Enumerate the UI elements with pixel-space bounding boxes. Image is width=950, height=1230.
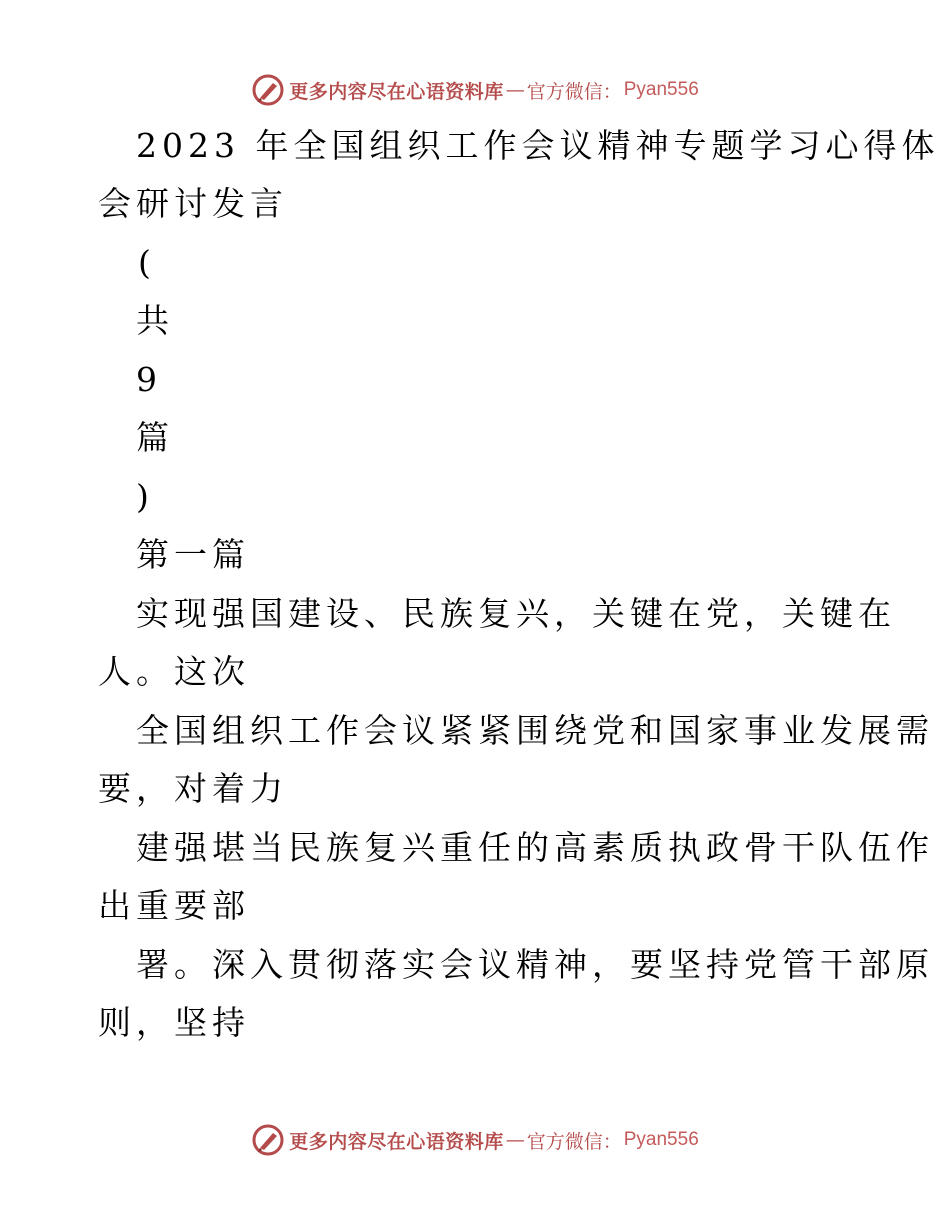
para2-line-2: 要，对着力 (98, 769, 288, 808)
watermark-dash: — (505, 1129, 525, 1151)
watermark-text: 更多内容尽在心语资料库 (289, 1130, 504, 1153)
title-line-2: 会研讨发言 (98, 184, 288, 223)
pen-logo-icon (251, 1123, 285, 1157)
watermark-banner-bottom (0, 1120, 950, 1160)
para3-line-1: 建强堪当民族复兴重任的高素质执政骨干队伍作 (136, 828, 934, 867)
watermark-dash: — (505, 79, 525, 101)
para2-line-1: 全国组织工作会议紧紧围绕党和国家事业发展需 (136, 711, 934, 750)
watermark-text: 更多内容尽在心语资料库 (289, 80, 504, 103)
para3-line-2: 出重要部 (98, 886, 250, 925)
section-heading: 第一篇 (136, 535, 250, 574)
count-word: 共 (136, 301, 174, 340)
watermark-subtext: 官方微信： (526, 80, 622, 103)
para1-line-1: 实现强国建设、民族复兴，关键在党，关键在 (136, 594, 896, 633)
watermark-id: Pyan556 (623, 79, 699, 100)
watermark-id: Pyan556 (623, 1129, 699, 1150)
para1-line-2: 人。这次 (98, 652, 250, 691)
para4-line-1: 署。深入贯彻落实会议精神，要坚持党管干部原 (136, 945, 934, 984)
count-close-paren: ) (136, 477, 154, 516)
count-number: 9 (136, 360, 162, 399)
para4-line-2: 则，坚持 (98, 1003, 250, 1042)
title-line-1: 2023 年全国组织工作会议精神专题学习心得体 (136, 126, 940, 165)
count-open-paren: ( (138, 243, 156, 282)
count-unit: 篇 (136, 418, 174, 457)
watermark-subtext: 官方微信： (526, 1130, 622, 1153)
